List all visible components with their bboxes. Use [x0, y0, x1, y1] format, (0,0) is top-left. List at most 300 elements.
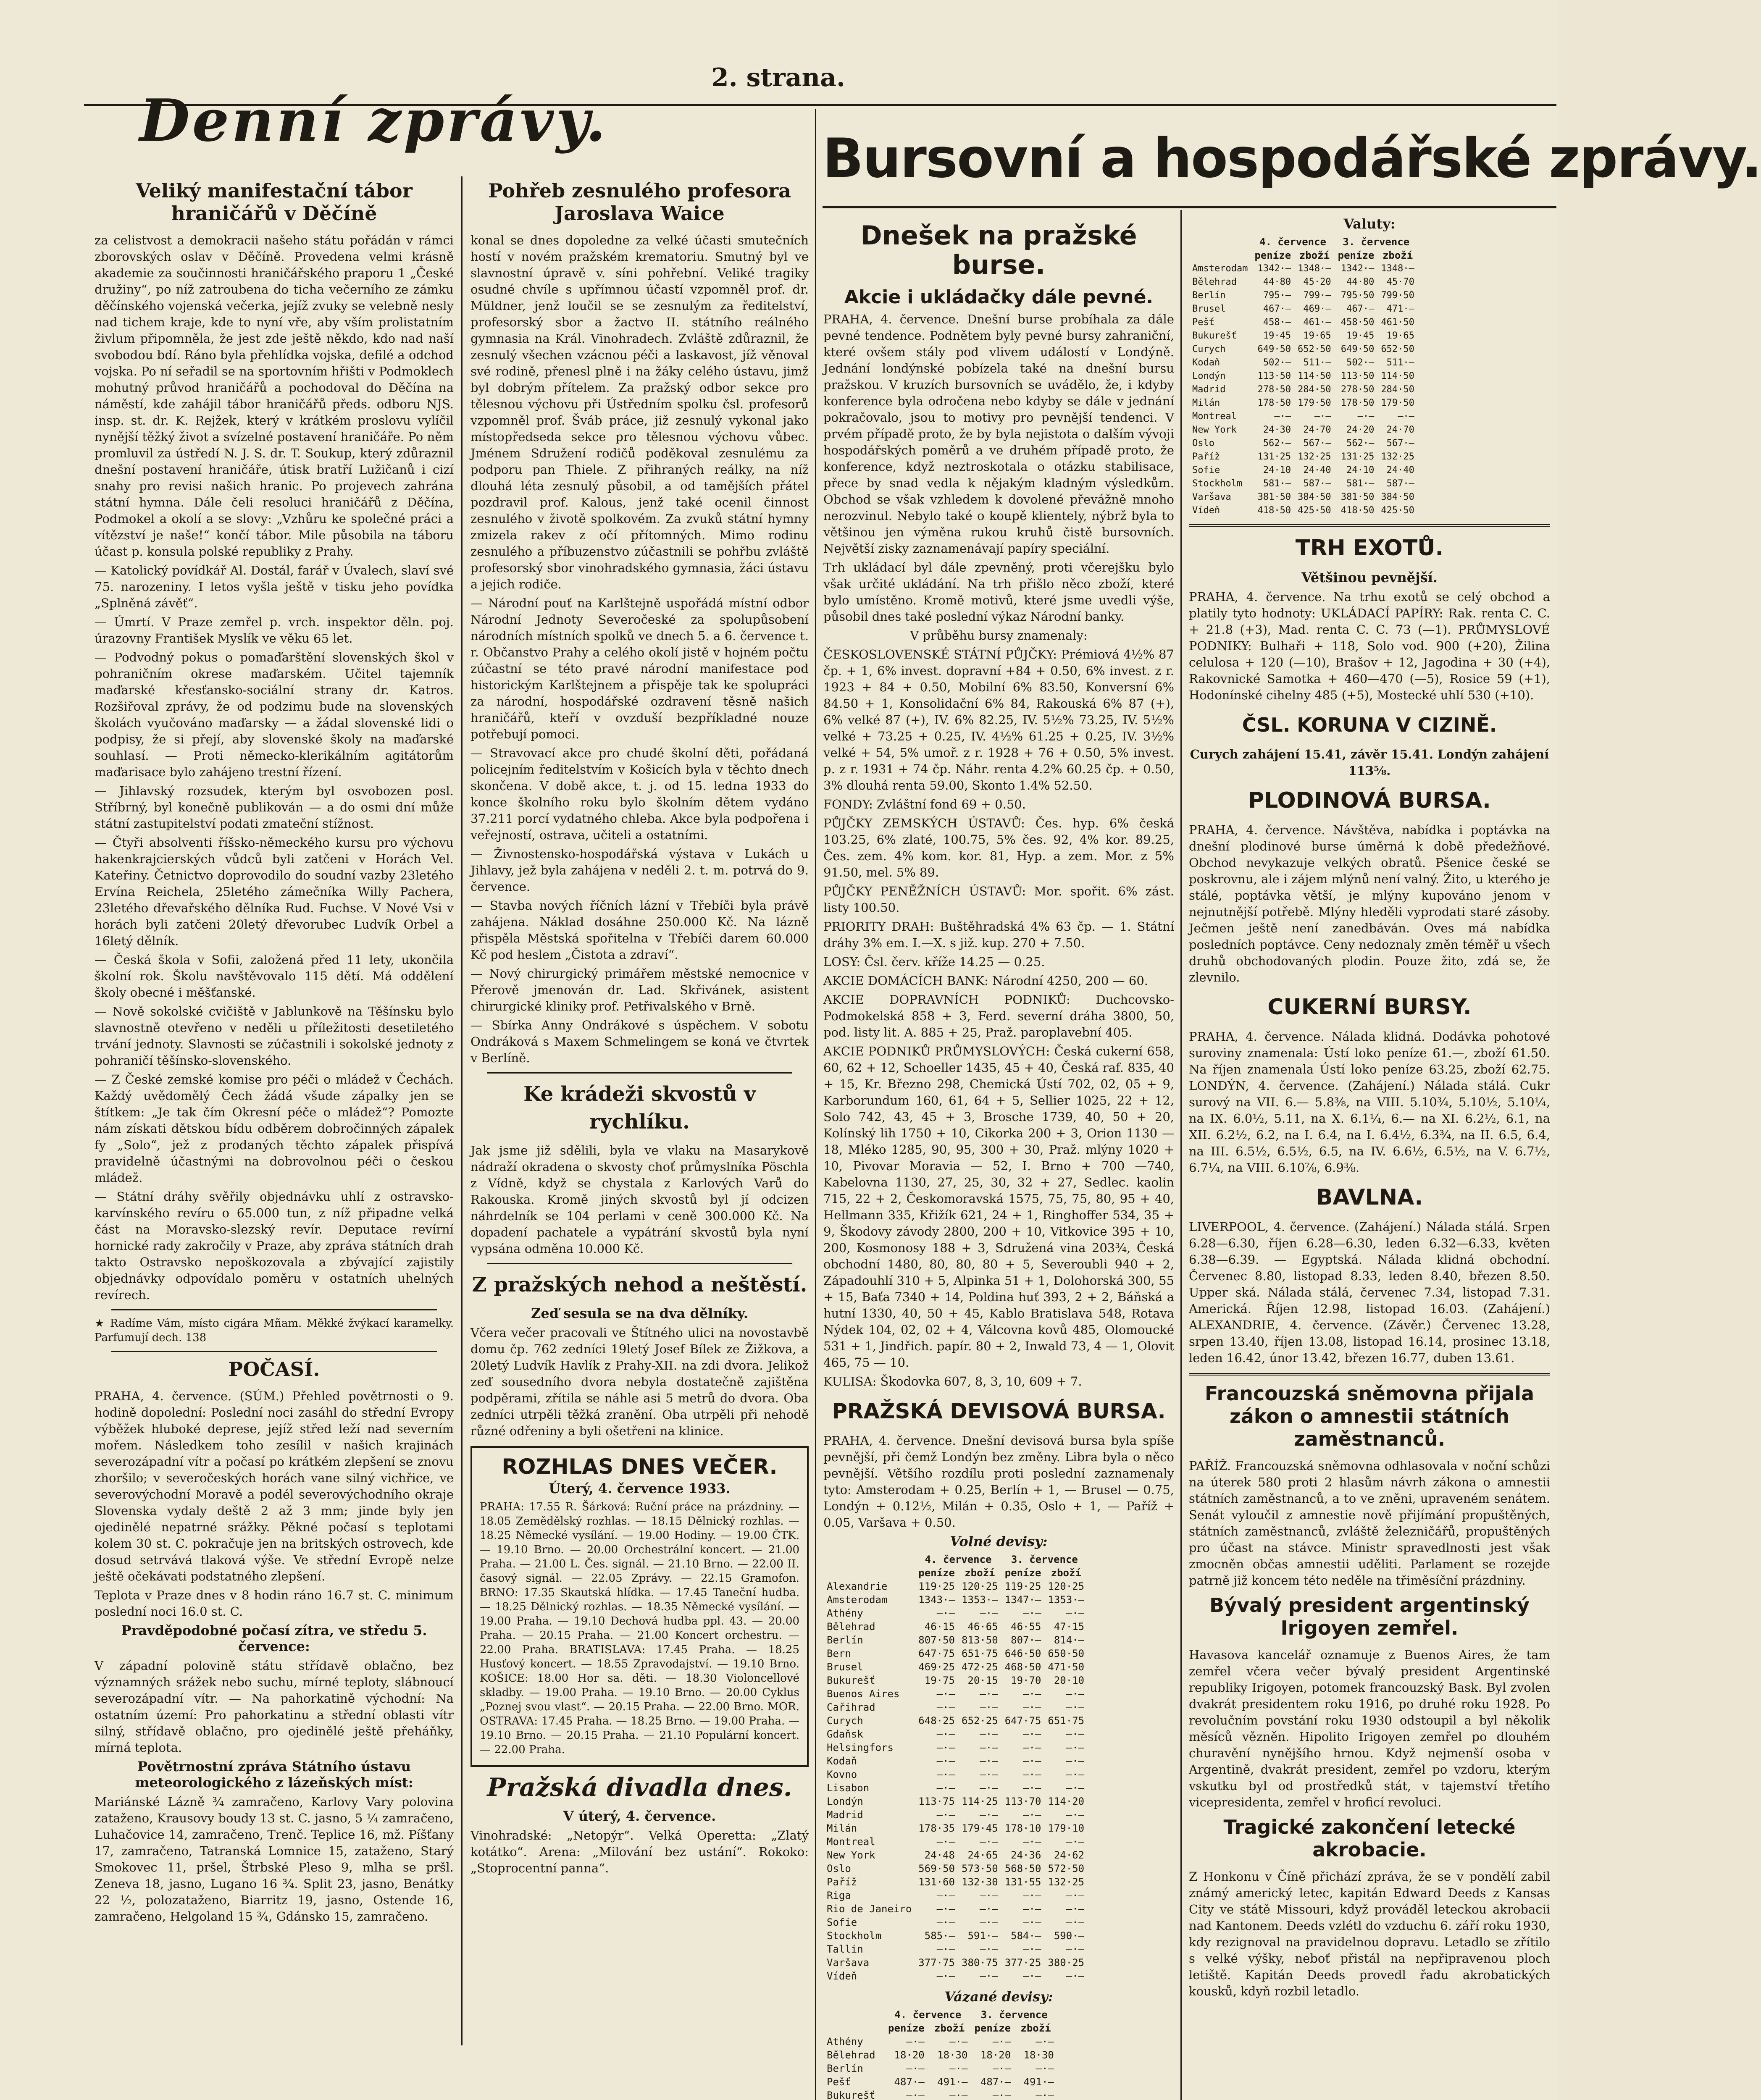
column-rule-2	[815, 109, 816, 2100]
column-rule-1	[461, 176, 463, 2045]
rate-cell: 278·50	[1340, 384, 1375, 395]
rate-cell: 502·—	[1263, 357, 1291, 368]
bid-head: peníze	[1004, 1567, 1041, 1579]
rate-cell: 18·30	[937, 2049, 968, 2061]
rate-cell: 573·50	[962, 1863, 998, 1874]
currency-name: Buenos Aires	[827, 1688, 900, 1700]
rate-cell: 487·—	[894, 2076, 925, 2088]
rate-cell: —·—	[1023, 1903, 1041, 1915]
weather-temperature: Teplota v Praze dnes v 8 hodin ráno 16.7 st. C. minimum poslední noci 16.0 st. C.	[95, 1588, 454, 1619]
headline-plodinova: PLODINOVÁ BURSA.	[1248, 788, 1491, 813]
burse-zemske: PŮJČKY ZEMSKÝCH ÚSTAVŮ: Čes. hyp. 6% česká 103.25, 6% zlaté, 100.75, 5% čes. 92, 4% kor. 89.25, Čes. zem. 4% kom. kor. 81, Hyp. a zem. Mor. z 5% 91.50, mel. 5% 89.	[823, 816, 1174, 879]
rate-cell: 284·50	[1381, 384, 1414, 395]
rate-cell: 47·15	[1054, 1621, 1085, 1633]
table-row	[1189, 276, 1418, 289]
table-row	[1189, 329, 1418, 343]
rate-cell: 19·45	[1346, 331, 1375, 341]
rate-cell: 114·50	[1298, 371, 1331, 381]
article-tabor: za celistvost a demokracii našeho státu pořádán v rámci zborovských oslav v Děčíně. Provedena velmi krásně akademie za součinnosti hraničářského praporu 1 „České družiny“, po níž zatroubena do ticha večerního ze zámku děčínského vojenská večerka, jejíž zvuky se velebně nesly nad tichem kraje, kde to nyní vře, aby vším prolistatním živlum připomněla, že jest zde ještě někdo, kdo nad naší svobodou bdí. Ráno byla přehlídka vojska, defilé a odchod vojska. Po ní seřadil se na sportovním hřišti v Podmoklech mohutný průvod hraničářů a pochodoval do Děčína na náměstí, kde zahájil tábor hraničářů předs. odboru NJS. insp. st. dr. K. Rejžek, který v krátkém proslovu vylíčil nynější těžký život a svízelné postavení hraničáře. Po něm promluvil za ústředí N. J. S. dr. T. Soukup, který zdůraznil dnešní postavení hraničáře, útisk bratří Lužičanů i cizí snahy pro revisi našich hranic. Po projevech zahrána státní hymna. Dále čeli resoluci hraničářů z Děčína, Podmokel a okolí a se slovy: „Vzhůru ke společné práci a vítězství je naše!“ končí tábor. Mile působila na táboru účast p. konsula polské republiky z Prahy.	[95, 233, 454, 559]
free-currencies-title: Volné devisy:	[950, 1533, 1048, 1549]
rate-cell: 461·50	[1381, 317, 1414, 328]
radio-date: Úterý, 4. července 1933.	[549, 1480, 731, 1496]
rate-cell: —·—	[906, 2063, 925, 2074]
rate-cell: 46·65	[967, 1621, 998, 1633]
table-row	[823, 1795, 1088, 1808]
rate-cell: 20·15	[967, 1675, 998, 1686]
currency-name: Kodaň	[1192, 357, 1220, 368]
burse-prumysl: AKCIE PODNIKŮ PRŮMYSLOVÝCH: Česká cukerní 658, 60, 62 + 12, Schoeller 1435, 45 + 40, Česká raf. 835, 40 + 15, Kr. Březno 298, Chemická Ústí 702, 02, 05 + 9, Karborundum 160, 61, 64 + 5, Sellier 1025, 22 + 12, Solo 742, 43, 45 + 3, Brosche 1739, 40, 50 + 20, Kolínský lih 1750 + 10, Cikorka 200 + 3, Orion 1130 — 18, Mléko 1285, 90, 95, 300 + 30, Praž. mlýny 1020 + 10, Pivovar Moravia — 52, I. Brno + 700 —740, Kabelovna 1130, 27, 25, 30, 32 + 27, Sedlec. kaolin 715, 22 + 2, Českomoravská 1575, 75, 75, 80, 95 + 40, Hellmann 335, Křižík 621, 24 + 1, Ringhoffer 534, 35 + 9, Škodovy závody 2800, 200 + 10, Vitkovice 395 + 10, 200, Kosmonosy 188 + 3, Sdružená vina 203¾, Česká obchodní 1480, 80, 80, 80 + 5, Severoubli 940 + 2, Západouhlí 310 + 5, Alpinka 51 + 1, Dolohorská 300, 55 + 15, Baťa 7340 + 14, Poldina huť 393, 2 + 2, Báňská a hutní 1330, 40, 50 + 45, Kablo Bratislava 548, Rotava Nýdek 104, 02, 02 + 4, Válcovna kovů 485, Olomoucké 531 + 1, Jindřich. papír. 80 + 2, Inwald 73, 4 — 1, Olovit 465, 75 — 10.	[823, 1044, 1174, 1370]
rate-cell: 19·70	[1011, 1675, 1041, 1686]
rate-cell: —·—	[1036, 2090, 1054, 2100]
currency-name: Amsterodam	[1192, 263, 1248, 274]
headline-tabor: Veliký manifestační tábor hraničářů v Děčíně	[136, 179, 413, 225]
rate-cell: 799·50	[1381, 290, 1414, 301]
ask-head: zboží	[1020, 2022, 1051, 2034]
currency-name: Paříž	[1192, 452, 1220, 462]
currency-name: Bukurešť	[827, 2090, 875, 2100]
rate-cell: —·—	[949, 2036, 968, 2048]
currency-name: Vídeň	[1192, 505, 1220, 516]
rate-cell: 24·48	[924, 1849, 955, 1861]
table-row	[823, 1942, 1088, 1956]
table-row	[1189, 491, 1418, 504]
news-umrti: — Úmrtí. V Praze zemřel p. vrch. inspektor děln. poj. úrazovny František Myslík ve věku 65 let.	[95, 615, 454, 646]
date-head-1: 4. července	[925, 1554, 992, 1565]
table-row	[823, 2075, 1057, 2089]
subhead-zed: Zeď sesula se na dva dělníky.	[531, 1305, 748, 1321]
rate-cell: —·—	[980, 1688, 998, 1700]
currency-name: Stockholm	[1192, 478, 1243, 489]
rate-cell: 591·—	[967, 1930, 998, 1942]
table-row	[823, 1835, 1088, 1848]
table-row	[823, 1808, 1088, 1822]
rate-cell: —·—	[980, 1916, 998, 1928]
currency-name: Bukurešť	[827, 1675, 875, 1686]
rate-cell: 587·—	[1303, 478, 1331, 489]
rate-cell: —·—	[936, 1903, 955, 1915]
rate-cell: 1347·—	[1004, 1594, 1041, 1606]
table-row	[823, 1593, 1088, 1606]
rate-cell: —·—	[1066, 1755, 1085, 1767]
currency-name: Bělehrad	[827, 2049, 875, 2061]
article-francie: PAŘÍŽ. Francouzská sněmovna odhlasovala v noční schůzi na úterek 580 proti 2 hlasům návrh zákona o amnestii státních zaměstnanců, a to ve zněni, upraveném senátem. Senát vyloučil z amnestie nově přijímání propuštěných, státních zaměstnanců, zvláště železničářů, propuštěných pro účast na stávce. Ministr spravedlnosti jest však zmocněn občas amnestii uděliti. Parlament se rozejde patrně již koncem této neděle na třiměsíční prázdniny.	[1189, 1459, 1550, 1588]
rate-cell: 1342·—	[1257, 263, 1291, 274]
table-row	[823, 1660, 1088, 1674]
rate-cell: —·—	[1023, 1970, 1041, 1982]
rate-cell: 278·50	[1257, 384, 1291, 395]
rate-cell: 467·—	[1346, 304, 1375, 314]
rate-cell: 1353·—	[1048, 1594, 1085, 1606]
rate-cell: 18·30	[1023, 2049, 1054, 2061]
rate-cell: —·—	[980, 1836, 998, 1848]
rate-cell: —·—	[1023, 1755, 1041, 1767]
currency-name: Brusel	[827, 1661, 863, 1673]
separator	[1189, 524, 1550, 527]
rate-cell: 584·—	[1011, 1930, 1041, 1942]
currency-name: Pešť	[1192, 317, 1214, 328]
rate-cell: —·—	[1023, 1782, 1041, 1794]
rate-cell: —·—	[1066, 1742, 1085, 1754]
headline-letec: Tragické zakončení letecké akrobacie.	[1223, 1816, 1516, 1861]
rate-cell: 113·50	[1257, 371, 1291, 381]
rate-cell: —·—	[980, 1607, 998, 1619]
table-row	[823, 1606, 1088, 1620]
article-zed: Včera večer pracovali ve Štítného ulici na novostavbě domu čp. 762 zedníci 19letý Josef Bílek ze Žižkova, a 20letý Ludvík Havlík z Prahy-XII. na zdi dvora. Jelikož zeď sousedního dvora nebyla dostatečně zajištěna podpěrami, zřítila se náhle asi 5 metrů do dvora. Oba zedníci utrpěli těžká zranění. Oba utrpěli při nehodě různé odřeniny a byli ošetřeni na klinice.	[470, 1326, 809, 1438]
currency-name: New York	[827, 1849, 875, 1861]
currency-name: Londýn	[1192, 371, 1226, 381]
table-row	[1189, 410, 1418, 423]
rate-cell: 380·75	[962, 1957, 998, 1969]
rate-cell: 511·—	[1303, 357, 1331, 368]
rate-cell: 649·50	[1340, 344, 1375, 354]
rate-cell: 646·50	[1004, 1648, 1041, 1659]
headline-exotu: TRH EXOTŮ.	[1295, 536, 1444, 561]
rate-cell: —·—	[1066, 1970, 1085, 1982]
headline-pocasi: POČASÍ.	[228, 1358, 320, 1381]
table-row	[823, 1822, 1088, 1835]
table-row	[823, 1848, 1088, 1862]
table-row	[823, 1889, 1088, 1902]
news-jihlava: — Jihlavský rozsudek, kterým byl osvobozen posl. Stříbrný, byl konečně publikován — a do osmi dní může státní zastupitelství podati zmateční stížnost.	[95, 784, 454, 831]
currency-name: Bukurešť	[1192, 331, 1237, 341]
headline-kradez: Ke krádeži skvostů v rychlíku.	[523, 1082, 756, 1134]
table-row	[823, 2048, 1057, 2062]
rate-cell: —·—	[906, 2090, 925, 2100]
bound-currencies-table	[823, 2008, 1057, 2100]
rate-cell: —·—	[1036, 2063, 1054, 2074]
rate-cell: 814·—	[1054, 1634, 1085, 1646]
rate-cell: —·—	[936, 1701, 955, 1713]
currency-name: Montreal	[827, 1836, 875, 1848]
rate-cell: 647·75	[1004, 1715, 1041, 1727]
ask-head: zboží	[934, 2022, 965, 2034]
rate-cell: —·—	[1066, 1701, 1085, 1713]
rate-cell: 511·—	[1386, 357, 1414, 368]
burse-p1: PRAHA, 4. července. Dnešní burse probíhala za dále pevné tendence. Podnětem byly pevné bursy zahraniční, které ovšem stály pod vlivem událostí v Londýně. Jednání londýnské pobízela také na dnešní bursu pražskou. V kruzích bursovních se uvádělo, že, i kdyby konference byla odročena nebo kdyby se dále v jednání pokračovalo, jsou to motivy pro pevnější tendenci. V prvém případě proto, že by byla nejistota o dalším vývoji hospodářských poměrů a ve druhém případě proto, že konference, když neztroskotala o otázku stabilisace, přece by snad vedla k nějakým kladným výsledkům. Obchod se však vzhledem k dovolené převážně mnoho nerozvinul. Nebylo také o koupě klientely, nýbrž byla to většinou jen výměna rukou kruhů čistě bursovních. Největší zisky zaznamenávají papíry speciální.	[823, 312, 1174, 556]
news-vystava: — Živnostensko-hospodářská výstava v Lukách u Jihlavy, jež byla zahájena v neděli 2. t. m. potrvá do 9. července.	[470, 847, 809, 894]
rate-cell: —·—	[936, 1890, 955, 1901]
table-row	[1189, 504, 1418, 517]
page-number: 2. strana.	[711, 63, 845, 92]
article-letec: Z Honkonu v Číně přichází zpráva, že se v pondělí zabil známý americký letec, kapitán Edward Deeds z Kansas City ve státě Missouri, když prováděl leteckou akrobacii nad Kantonem. Deeds vzlétl do vzduchu 6. září roku 1930, kdy rezignoval na pravidelnou dopravu. Letadlo se zřítilo s velké výšky, neboť přistál na nepřipravenou ploch letiště. Kapitán Deeds provedl řadu akrobatických kousků, kdyň rozbil letadlo.	[1189, 1869, 1550, 1998]
table-row	[1189, 477, 1418, 491]
currency-name: Tallin	[827, 1943, 863, 1955]
rate-cell: 131·55	[1004, 1876, 1041, 1888]
rate-cell: 1353·—	[962, 1594, 998, 1606]
table-row	[823, 1674, 1088, 1687]
rate-cell: 468·50	[1004, 1661, 1041, 1673]
currency-name: Pešť	[827, 2076, 851, 2088]
rate-cell: 119·25	[1004, 1580, 1041, 1592]
rate-cell: —·—	[980, 1769, 998, 1780]
currency-name: Curych	[827, 1715, 863, 1727]
news-mladez: — Z České zemské komise pro péči o mládež v Čechách. Každý uvědomělý Čech žádá všude zápalky jen se štítkem: „Je tak čím Okresní péče o mládež“? Pomozte nám získati dětskou bídu odběrem dobročinných zápalek fy „Solo“, jež z prodaných těchto zápalek přispívá pravidelně účastnými na dobrovolnou péči o českou mládež.	[95, 1072, 454, 1185]
table-row	[823, 1647, 1088, 1660]
separator	[487, 1072, 792, 1074]
devisova-p: PRAHA, 4. července. Dnešní devisová bursa byla spíše pevnější, při čemž Londýn bez změny. Libra byla o něco pevnější. Většího rozdílu proti poslední zaznamenaly tyto: Amsterodam + 0.25, Berlín + 1, — Brusel — 0.75, Londýn + 0.12½, Milán + 0.35, Oslo + 1, — Paříž + 0.05, Varšava + 0.50.	[823, 1433, 1174, 1530]
table-row	[823, 1754, 1088, 1768]
news-kosice: — Stravovací akce pro chudé školní děti, pořádaná policejním ředitelstvím v Košicích byla v těchto dnech skončena. V době akce, t. j. od 15. ledna 1933 do konce školního roku bylo školním dětem vydáno 37.211 porcí vydatného chleba. Akce byla podpořena i veřejností, ostrava, učiteli a ostatními.	[470, 746, 809, 842]
rate-cell: 377·75	[918, 1957, 955, 1969]
headline-nehody: Z pražských nehod a neštěstí.	[472, 1273, 807, 1297]
headline-cukr: CUKERNÍ BURSY.	[1267, 995, 1472, 1020]
weather-overview: PRAHA, 4. července. (SÚM.) Přehled povětrnosti o 9. hodině dopolední: Poslední noci zasáhl do střední Evropy výběžek hluboké deprese, jejíž střed leží nad severním mořem. Následkem toho zesílil v našich krajinách severozápadní vítr a počasí po krátkém zlepšení se znovu zhoršilo; v severočeských horách vane silný vichřice, ve severovýchodní Moravě a podél severovýchodního okraje Slovenska vydaly deště 2 až 3 mm; jinde byly jen ojedinělé nepatrné srážky. Pěkné počasí s teplotami kolem 30 st. C. pokračuje jen na britských ostrovech, kde dosud setrvává tlaková výše. Ve střední Evropě nelze ještě očekávati podstatného zlepšení.	[95, 1389, 454, 1583]
rate-cell: —·—	[1274, 411, 1291, 422]
rate-cell: 45·70	[1386, 277, 1414, 287]
rate-cell: 24·65	[967, 1849, 998, 1861]
radio-title: ROZHLAS DNES VEČER.	[502, 1454, 778, 1479]
rate-cell: 458·—	[1263, 317, 1291, 328]
currency-name: Madrid	[827, 1809, 863, 1821]
finance-title-box	[823, 113, 1761, 204]
rate-cell: 284·50	[1298, 384, 1331, 395]
currency-name: Rio de Janeiro	[827, 1903, 912, 1915]
table-row	[1189, 437, 1418, 450]
rate-cell: 649·50	[1257, 344, 1291, 354]
rate-cell: 131·25	[1257, 452, 1291, 462]
radio-program: PRAHA: 17.55 R. Šárková: Ruční práce na prázdniny. — 18.05 Zemědělský rozhlas. — 18.15 Dělnický rozhlas. — 18.25 Německé vysílání. — 19.00 Hodiny. — 19.00 ČTK. — 19.10 Brno. — 20.00 Orchestrální koncert. — 21.00 Praha. — 21.00 L. Čes. signál. — 21.10 Brno. — 22.00 II. časový signál. — 22.05 Zprávy. — 22.15 Gramofon. BRNO: 17.35 Skautská hlídka. — 17.45 Taneční hudba. — 18.25 Dělnický rozhlas. — 18.35 Německé vysílání. — 19.00 Praha. — 19.10 Dechová hudba ppl. 43. — 20.00 Praha. — 20.15 Praha. — 21.00 Koncert orchestru. — 22.00 Praha. BRATISLAVA: 17.45 Praha. — 18.25 Husťový koncert. — 18.55 Zpravodajství. — 19.10 Brno. KOŠICE: 18.00 Hor sa. děti. — 18.30 Violoncellové skladby. — 19.00 Praha. — 19.10 Brno. — 20.00 Cyklus „Poznej svou vlast“. — 20.15 Praha. — 22.00 Brno. MOR. OSTRAVA: 17.45 Praha. — 18.25 Brno. — 19.00 Praha. — 19.10 Brno. — 20.15 Praha. — 21.10 Populární koncert. — 22.00 Praha.	[480, 1501, 799, 1756]
table-row	[823, 2035, 1057, 2048]
rate-cell: —·—	[1023, 1701, 1041, 1713]
table-row	[1189, 302, 1418, 316]
rate-cell: 179·50	[1381, 398, 1414, 408]
rate-cell: 491·—	[937, 2076, 968, 2088]
rate-cell: 585·—	[924, 1930, 955, 1942]
rate-cell: 114·50	[1381, 371, 1414, 381]
rate-cell: 19·45	[1263, 331, 1291, 341]
rate-cell: —·—	[1023, 1728, 1041, 1740]
rate-cell: 113·75	[918, 1796, 955, 1807]
article-koruna: Curych zahájení 15.41, závěr 15.41. Londýn zahájení 113⅝.	[1190, 747, 1549, 778]
currency-name: Kodaň	[827, 1755, 857, 1767]
currency-name: Berlín	[827, 2063, 863, 2074]
table-row	[823, 1714, 1088, 1727]
burse-p3: V průběhu bursy znamenaly:	[910, 628, 1088, 643]
burse-kulisa: KULISA: Škodovka 607, 8, 3, 10, 609 + 7.	[823, 1374, 1082, 1389]
rate-cell: —·—	[936, 1769, 955, 1780]
rate-cell: —·—	[936, 1782, 955, 1794]
news-dostal: — Katolický povídkář Al. Dostál, farář v Úvalech, slaví své 75. narozeniny. I letos vyšla ještě v tisku jeho povídka „Splněná závěť“.	[95, 563, 454, 610]
table-row	[823, 1781, 1088, 1795]
valuty-table	[1189, 235, 1418, 517]
rate-cell: 652·25	[962, 1715, 998, 1727]
rate-cell: —·—	[936, 1916, 955, 1928]
weather-forecast-heading: Pravděpodobné počasí zítra, ve středu 5. července:	[121, 1622, 427, 1654]
rate-cell: —·—	[936, 1688, 955, 1700]
currency-name: Curych	[1192, 344, 1226, 354]
rate-cell: —·—	[936, 1755, 955, 1767]
ad-mnam: ★ Radíme Vám, místo cigára Mñam. Měkké žvýkací karamelky. Parfumují dech. 138	[95, 1317, 454, 1344]
burse-doprava: AKCIE DOPRAVNÍCH PODNIKŮ: Duchcovsko-Podmokelská 858 + 3, Ferd. severní dráha 3800, 50, pod. listy lit. A. 885 + 25, Praž. paroplavební 405.	[823, 992, 1174, 1040]
rate-cell: 120·25	[1048, 1580, 1085, 1592]
rate-cell: 562·—	[1346, 438, 1375, 449]
theatre-date: V úterý, 4. července.	[563, 1808, 716, 1824]
news-madarske-skoly: — Podvodný pokus o pomaďarštění slovenských škol v pohraničním okrese maďarském. Učitel tajemník maďarské křesťansko-sociální strany dr. Katros. Rozšiřoval zprávy, že od podzimu bude na slovenských školách vyučováno maďarsky — a žádal slovenské lidi o podpisy, že si přejí, aby slovenské školy na maďarské souhlasí. — Proti německo-klerikálním agitátorům maďarisace bylo zahájeno trestní řízení.	[95, 650, 454, 779]
rate-cell: 652·50	[1381, 344, 1414, 354]
currency-name: Madrid	[1192, 384, 1226, 395]
table-row	[823, 2089, 1057, 2100]
rate-cell: —·—	[1023, 1916, 1041, 1928]
rate-cell: —·—	[1023, 1809, 1041, 1821]
table-row	[823, 1620, 1088, 1633]
rate-cell: 18·20	[980, 2049, 1011, 2061]
rate-cell: 651·75	[1048, 1715, 1085, 1727]
kicker-exotu: Většinou pevnější.	[1301, 570, 1438, 585]
rate-cell: 19·65	[1386, 331, 1414, 341]
bid-head: peníze	[1254, 249, 1291, 261]
rate-cell: —·—	[1398, 411, 1414, 422]
rate-cell: 502·—	[1346, 357, 1375, 368]
rate-cell: 807·50	[918, 1634, 955, 1646]
rate-cell: 132·25	[1298, 452, 1331, 462]
currency-name: Brusel	[1192, 304, 1226, 314]
column-rule-3	[1180, 210, 1182, 2100]
column-1	[95, 174, 454, 1927]
rate-cell: —·—	[1023, 1769, 1041, 1780]
rate-cell: 567·—	[1303, 438, 1331, 449]
table-row	[823, 1862, 1088, 1875]
rate-cell: 568·50	[1004, 1863, 1041, 1874]
rate-cell: 469·—	[1303, 304, 1331, 314]
rate-cell: 19·75	[924, 1675, 955, 1686]
rate-cell: 384·50	[1381, 492, 1414, 502]
rate-cell: —·—	[980, 1809, 998, 1821]
rate-cell: 650·50	[1048, 1648, 1085, 1659]
rate-cell: —·—	[992, 2090, 1011, 2100]
rate-cell: 1343·—	[918, 1594, 955, 1606]
table-row	[823, 1902, 1088, 1916]
rate-cell: 113·50	[1340, 371, 1375, 381]
rate-cell: 178·10	[1004, 1822, 1041, 1834]
rate-cell: —·—	[1066, 1903, 1085, 1915]
news-lazne: — Stavba nových říčních lázní v Třebíči byla právě zahájena. Náklad dosáhne 250.000 Kč. Na lázně přispěla Městská spořitelna v Třebíči darem 60.000 Kč pod heslem „Čistota a zdraví“.	[470, 898, 809, 962]
news-jablunkov: — Nově sokolské cvičiště v Jablunkově na Těšínsku bylo slavnostně otevřeno v neděli u příležitosti desetiletého trvání jednoty. Slavnosti se zúčastnili i sokolské jednoty z pohraničí těšínsko-slovenského.	[95, 1004, 454, 1068]
theatre-title: Pražská divadla dnes.	[487, 1773, 792, 1802]
rate-cell: —·—	[1357, 411, 1375, 422]
rate-cell: 380·25	[1048, 1957, 1085, 1969]
finance-title-underline	[823, 206, 1556, 208]
rate-cell: 45·20	[1303, 277, 1331, 287]
rate-cell: 179·50	[1298, 398, 1331, 408]
free-currencies-table	[823, 1553, 1088, 1983]
table-row	[1189, 423, 1418, 437]
article-irigoyen: Havasova kancelář oznamuje z Buenos Aires, že tam zemřel včera večer bývalý president Argentinské republiky Irigoyen, potomek francouzský Bask. Byl zvolen dvakrát presidentem roku 1916, po druhé roku 1928. Po revolučním povstání roku 1930 odstoupil a byl několik měsíců vězněn. Hipolito Irigoyen zemřel po dlouhém churavění nynějšího hrnou. Když nejmenší osoba v Argentině, dvakrát president, zemřel po vzdoru, kterým vskutku byl od prostředků stát, v tajemství třetího vicepresidenta, zemřel v hroficí revoluci.	[1189, 1648, 1550, 1809]
theatre-program: Vinohradské: „Netopýr“. Velká Operetta: „Zlatý kotátko“. Arena: „Milování bez ustání“. Rokoko: „Stoprocentní panna“.	[470, 1828, 809, 1875]
news-ondrakova: — Sbírka Anny Ondrákové s úspěchem. V sobotu Ondráková s Maxem Schmelingem se koná ve čtvrtek v Berlíně.	[470, 1018, 809, 1065]
rate-cell: 114·25	[962, 1796, 998, 1807]
rate-cell: 44·80	[1263, 277, 1291, 287]
rate-cell: 572·50	[1048, 1863, 1085, 1874]
rate-cell: 132·25	[1381, 452, 1414, 462]
rate-cell: 131·60	[918, 1876, 955, 1888]
currency-name: Oslo	[827, 1863, 851, 1874]
rate-cell: —·—	[980, 1755, 998, 1767]
burse-statni-pujcky: ČESKOSLOVENSKÉ STÁTNÍ PŮJČKY: Prémiová 4½% 87 čp. + 1, 6% invest. dopravní +84 + 0.50, 6% invest. z r. 1923 + 84 + 0.50, Mobilní 6% 83.50, Konversní 6% 84.50 + 1, Konsolidační 6% 84, Rakouská 6% 87 (+), 6% velké 87 (+), IV. 6% 82.25, IV. 5½% 73.25, IV. 5½% velké + 73.25 + 0.25, IV. 4½% 61.25 + 0.25, IV. 3½% velké + 54, 5% umoř. z r. 1928 + 76 + 0.50, 5% invest. p. z r. 1931 + 74 čp. Náhr. renta 4.2% 60.25 čp. + 0.50, 3% dlouhá renta 59.00, Skonto 1.4% 52.50.	[823, 647, 1174, 793]
rate-cell: —·—	[1066, 1607, 1085, 1619]
rate-cell: 487·—	[980, 2076, 1011, 2088]
rate-cell: —·—	[949, 2063, 968, 2074]
rate-cell: —·—	[980, 1903, 998, 1915]
table-row	[823, 1701, 1088, 1714]
rate-cell: —·—	[949, 2090, 968, 2100]
table-row	[1189, 289, 1418, 302]
rate-cell: —·—	[1023, 1943, 1041, 1955]
currency-name: Gdaňsk	[827, 1728, 863, 1740]
table-row	[1189, 343, 1418, 356]
table-row	[823, 1916, 1088, 1929]
ask-head: zboží	[1051, 1567, 1081, 1579]
table-row	[1189, 262, 1418, 276]
headline-pohreb: Pohřeb zesnulého profesora Jaroslava Waice	[488, 179, 791, 225]
ask-head: zboží	[965, 1567, 995, 1579]
currency-name: Oslo	[1192, 438, 1214, 449]
section-title: Denní zprávy.	[139, 86, 609, 155]
rate-cell: 648·25	[918, 1715, 955, 1727]
rate-cell: 18·20	[894, 2049, 925, 2061]
rate-cell: 795·50	[1340, 290, 1375, 301]
table-row	[1189, 356, 1418, 370]
rate-cell: 24·70	[1303, 425, 1331, 435]
rate-cell: 813·50	[962, 1634, 998, 1646]
currency-name: Athény	[827, 1607, 863, 1619]
bound-currencies-title: Vázané devisy:	[944, 1989, 1053, 2005]
table-row	[1189, 396, 1418, 410]
spa-weather: Mariánské Lázně ¾ zamračeno, Karlovy Vary polovina zataženo, Krausovy boudy 13 st. C. jasno, 5 ¼ zamračeno, Luhačovice 14, zamračeno, Trenč. Teplice 16, mž. Píšťany 17, zamračeno, Tatranská Lomnice 15, zataženo, Starý Smokovec 11, pršel, Štrbské Pleso 9, mlha se pršl. Zeneva 18, jasno, Lugano 16 ¾. Split 23, jasno, Benátky 22 ½, polozataženo, Biarritz 19, jasno, Ostende 16, zamračeno, Helgoland 15 ¾, Gdánsko 15, zamračeno.	[95, 1795, 454, 1924]
rate-cell: 24·36	[1011, 1849, 1041, 1861]
article-cukr: PRAHA, 4. července. Nálada klidná. Dodávka pohotové suroviny znamenala: Ústí loko peníze 61.—, zboží 61.50. Na říjen znamenala Ústí loko peníze 63.25, zboží 62.75. LONDÝN, 4. července. (Zahájení.) Nálada stálá. Cukr surový na VII. 6.— 5.8⅜, na VIII. 5.10¾, 5.10½, 5.10¼, na IX. 6.0½, 5.11, na X. 6.1¼, 6.— na XI. 6.2½, 6.1, na XII. 6.2½, 6.2, na I. 6.4, na I. 6.4½, 6.3¾, na II. 6.5, 6.4, na III. 6.5½, 6.5½, 6.5, na IV. 6.6½, 6.5½, na V. 6.7½, 6.7¼, na VIII. 6.10⅞, 6.9⅜.	[1189, 1029, 1550, 1175]
column-2	[470, 174, 809, 1879]
table-row	[1189, 316, 1418, 329]
rate-cell: 469·25	[918, 1661, 955, 1673]
bid-head: peníze	[888, 2022, 925, 2034]
table-row	[1189, 370, 1418, 383]
rate-cell: 24·10	[1263, 465, 1291, 475]
rate-cell: —·—	[980, 1728, 998, 1740]
rate-cell: 799·—	[1303, 290, 1331, 301]
article-bavlna: LIVERPOOL, 4. července. (Zahájení.) Nálada stálá. Srpen 6.28—6.30, říjen 6.28—6.30, leden 6.32—6.33, květen 6.38—6.39. — Egyptská. Nálada klidná obchodní. Červenec 8.80, listopad 8.33, leden 8.40, březen 8.50. Upper ská. Nálada stálá, červenec 7.34, listopad 7.31. Americká. Říjen 12.98, listopad 16.03. (Zahájení.) ALEXANDRIE, 4. července. (Závěr.) Červenec 13.28, srpen 13.40, říjen 13.08, listopad 16.14, prosinec 13.18, leden 16.42, únor 13.42, březen 16.77, duben 13.61.	[1189, 1220, 1550, 1365]
table-row	[823, 1687, 1088, 1701]
news-karlstejn: — Národní pouť na Karlštejně uspořádá místní odbor Národní Jednoty Severočeské za spolupůsobení národních místních spolků ve dnech 5. a 6. července t. r. Občanstvo Prahy a celého okolí jistě v hojném počtu zúčastní se této pravé národní manifestace pod historickým Karlštejnem a přispěje tak ke spolupráci za národní, hospodářské ozdravení těsně našich hraničářů, kteří v ovzduší bezpříkladné nouze potřebují pomoci.	[470, 596, 809, 741]
headline-burse: Dnešek na pražské burse.	[860, 220, 1137, 280]
rate-cell: 178·50	[1257, 398, 1291, 408]
rate-cell: 131·25	[1340, 452, 1375, 462]
rate-cell: 461·—	[1303, 317, 1331, 328]
article-plodinova: PRAHA, 4. července. Návštěva, nabídka i poptávka na dnešní plodinové burse úměrná k době předežňové. Obchod nevykazuje velkých obratů. Pšenice české se poskrovnu, ale i zájem mlýnů není valný. Žito, u kterého je stálé, poptávka větší, je mlýny kupováno jenom v nejnutnější potřebě. Mlýny hleděli vyprodati staré zásoby. Ječmen ještě není zanedbáván. Oves má nabídka posledních poptávce. Ceny nedoznaly změn téměř u všech druhů obchodovaných plodin. Pouze žito, zdá se, že zlevnilo.	[1189, 823, 1550, 984]
currency-name: Riga	[827, 1890, 851, 1901]
headline-bavlna: BAVLNA.	[1316, 1185, 1423, 1210]
currency-name: Varšava	[827, 1957, 870, 1969]
rate-cell: —·—	[1066, 1782, 1085, 1794]
currency-name: Amsterodam	[827, 1594, 888, 1606]
rate-cell: 807·—	[1011, 1634, 1041, 1646]
rate-cell: —·—	[1036, 2036, 1054, 2048]
rate-cell: 178·50	[1340, 398, 1375, 408]
table-row	[823, 1875, 1088, 1889]
column-4	[1189, 214, 1550, 2002]
rate-cell: —·—	[1066, 1688, 1085, 1700]
bid-head: peníze	[918, 1567, 955, 1579]
headline-francie: Francouzská sněmovna přijala zákon o amnestii státních zaměstnanců.	[1204, 1382, 1535, 1450]
rate-cell: —·—	[980, 1742, 998, 1754]
burse-losy: LOSY: Čsl. červ. kříže 14.25 — 0.25.	[823, 955, 1045, 969]
rate-cell: 647·75	[918, 1648, 955, 1659]
rate-cell: —·—	[1066, 1836, 1085, 1848]
rate-cell: 491·—	[1023, 2076, 1054, 2088]
rate-cell: 377·25	[1004, 1957, 1041, 1969]
rate-cell: 651·75	[962, 1648, 998, 1659]
headline-devisova: PRAŽSKÁ DEVISOVÁ BURSA.	[832, 1399, 1166, 1423]
rate-cell: 114·20	[1048, 1796, 1085, 1807]
